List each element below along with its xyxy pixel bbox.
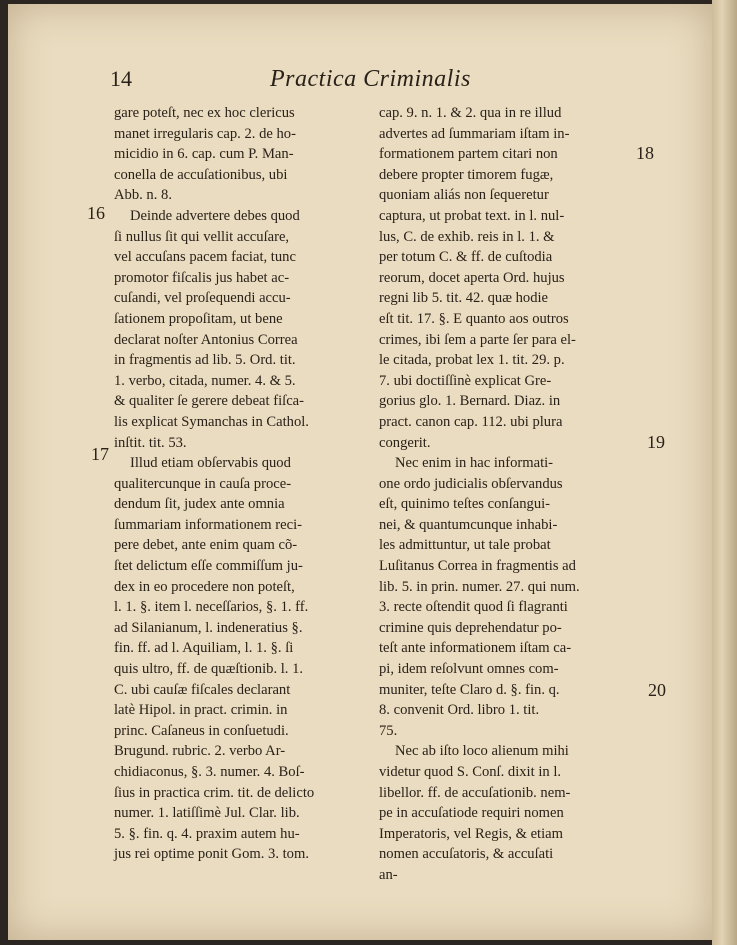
margin-number-20: 20 [648, 680, 666, 700]
text-line: ſationem propoſitam, ut bene [114, 310, 283, 327]
text-line: Deinde advertere debes quod [130, 207, 300, 224]
running-title: Practica Criminalis [270, 66, 471, 92]
margin-number-16: 16 [87, 203, 105, 223]
text-line: crimes, ibi ſem a parte ſer para el- [379, 331, 576, 348]
text-line: 1. verbo, citada, numer. 4. & 5. [114, 372, 296, 389]
text-line: 5. §. fin. q. 4. praxim autem hu- [114, 825, 300, 842]
text-line: in fragmentis ad lib. 5. Ord. tit. [114, 352, 296, 369]
text-line: advertes ad ſummariam iſtam in- [379, 125, 570, 142]
text-line: one ordo judicialis obſervandus [379, 475, 563, 492]
text-line: lis explicat Symanchas in Cathol. [114, 413, 309, 430]
text-line: Luſitanus Correa in fragmentis ad [379, 558, 576, 575]
text-line: Brugund. rubric. 2. verbo Ar- [114, 743, 286, 760]
text-line: gare poteſt, nec ex hoc clericus [114, 105, 295, 121]
text-line: reorum, docet aperta Ord. hujus [379, 269, 565, 286]
running-head [110, 66, 670, 96]
text-line: 8. convenit Ord. libro 1. tit. [379, 702, 540, 719]
margin-number-17: 17 [91, 444, 109, 464]
text-line: dendum ſit, judex ante omnia [114, 496, 285, 513]
text-line: chidiaconus, §. 3. numer. 4. Boſ- [114, 764, 305, 780]
text-line: teſt ante informationem iſtam ca- [379, 640, 572, 657]
text-line: declarat noſter Antonius Correa [114, 331, 298, 348]
text-line: congerit. [379, 434, 431, 451]
text-line: pract. canon cap. 112. ubi plura [379, 413, 563, 430]
text-line: ſummariam informationem reci- [114, 516, 303, 533]
text-line: inſtit. tit. 53. [114, 434, 187, 451]
text-line: pe in accuſatiode requiri nomen [379, 805, 564, 822]
text-line: ſtet delictum eſſe commiſſum ju- [114, 558, 303, 575]
page-number: 14 [110, 66, 132, 91]
text-line: captura, ut probat text. in l. nul- [379, 207, 565, 224]
text-line: 3. recte oſtendit quod ſi flagranti [379, 599, 568, 616]
text-line: ſi nullus ſit qui vellit accuſare, [114, 228, 290, 245]
text-line: gorius glo. 1. Bernard. Diaz. in [379, 393, 561, 410]
text-line: cap. 9. n. 1. & 2. qua in re illud [379, 105, 562, 121]
text-line: fin. ff. ad l. Aquiliam, l. 1. §. ſi [114, 640, 294, 657]
text-column-left [114, 103, 372, 865]
text-line: eſt, quinimo teſtes conſangui- [379, 496, 551, 513]
text-line: dex in eo procedere non poteſt, [114, 578, 295, 595]
text-line: eſt tit. 17. §. E quanto aos outros [379, 310, 569, 327]
text-line: Abb. n. 8. [114, 187, 172, 204]
text-line: promotor fiſcalis jus habet ac- [114, 269, 290, 286]
text-line: formationem partem citari non [379, 146, 558, 163]
book-spine-edge [712, 0, 737, 945]
text-line: ad Silanianum, l. indeneratius §. [114, 619, 303, 636]
text-line: Nec enim in hac informati- [395, 455, 554, 472]
text-line: qualitercunque in cauſa proce- [114, 475, 292, 492]
text-line: pi, idem reſolvunt omnes com- [379, 661, 559, 678]
text-line: Nec ab iſto loco alienum mihi [395, 743, 569, 760]
text-line: numer. 1. latiſſimè Jul. Clar. lib. [114, 805, 300, 822]
text-line: videtur quod S. Conſ. dixit in l. [379, 764, 562, 780]
text-line: cuſandi, vel proſequendi accu- [114, 290, 291, 307]
text-line: muniter, teſte Claro d. §. fin. q. [379, 681, 560, 698]
text-line: micidio in 6. cap. cum P. Man- [114, 146, 294, 163]
text-line: vel accuſans pacem faciat, tunc [114, 249, 296, 266]
text-line: les admittuntur, ut tale probat [379, 537, 551, 554]
text-line: 75. [379, 722, 398, 739]
text-line: debere propter timorem fugæ, [379, 166, 554, 183]
text-line: nei, & quantumcunque inhabi- [379, 516, 558, 533]
text-line: quoniam aliás non ſequeretur [379, 187, 549, 204]
text-line: conella de accuſationibus, ubi [114, 166, 288, 183]
text-line: le citada, probat lex 1. tit. 29. p. [379, 352, 565, 369]
text-line: Imperatoris, vel Regis, & etiam [379, 825, 563, 842]
text-line: per totum C. & ff. de cuſtodia [379, 249, 553, 266]
text-line: quis ultro, ff. de quæſtionib. l. 1. [114, 661, 304, 678]
text-line: & qualiter ſe gerere debeat fiſca- [114, 393, 305, 410]
text-line: l. 1. §. item l. neceſſarios, §. 1. ff. [114, 599, 309, 616]
margin-number-19: 19 [647, 432, 665, 452]
text-line: libellor. ff. de accuſationib. nem- [379, 784, 571, 801]
text-line: manet irregularis cap. 2. de ho- [114, 125, 296, 142]
text-line: Illud etiam obſervabis quod [130, 455, 291, 472]
margin-number-18: 18 [636, 143, 654, 163]
text-line: jus rei optime ponit Gom. 3. tom. [114, 846, 309, 863]
text-line: latè Hipol. in pract. crimin. in [114, 702, 288, 719]
text-line: ſius in practica crim. tit. de delicto [114, 784, 315, 801]
text-column-right [379, 103, 637, 886]
text-line: crimine quis deprehendatur po- [379, 619, 562, 636]
text-line: 7. ubi doctiſſinè explicat Gre- [379, 372, 552, 389]
text-line: nomen accuſatoris, & accuſati [379, 846, 554, 863]
text-line: pere debet, ante enim quam cõ- [114, 537, 298, 554]
text-line: lib. 5. in prin. numer. 27. qui num. [379, 578, 580, 595]
text-line: lus, C. de exhib. reis in l. 1. & [379, 228, 555, 245]
text-line: C. ubi cauſæ fiſcales declarant [114, 681, 291, 698]
text-line: regni lib 5. tit. 42. quæ hodie [379, 290, 549, 307]
text-line: an- [379, 866, 398, 883]
text-line: princ. Caſaneus in conſuetudi. [114, 722, 289, 739]
